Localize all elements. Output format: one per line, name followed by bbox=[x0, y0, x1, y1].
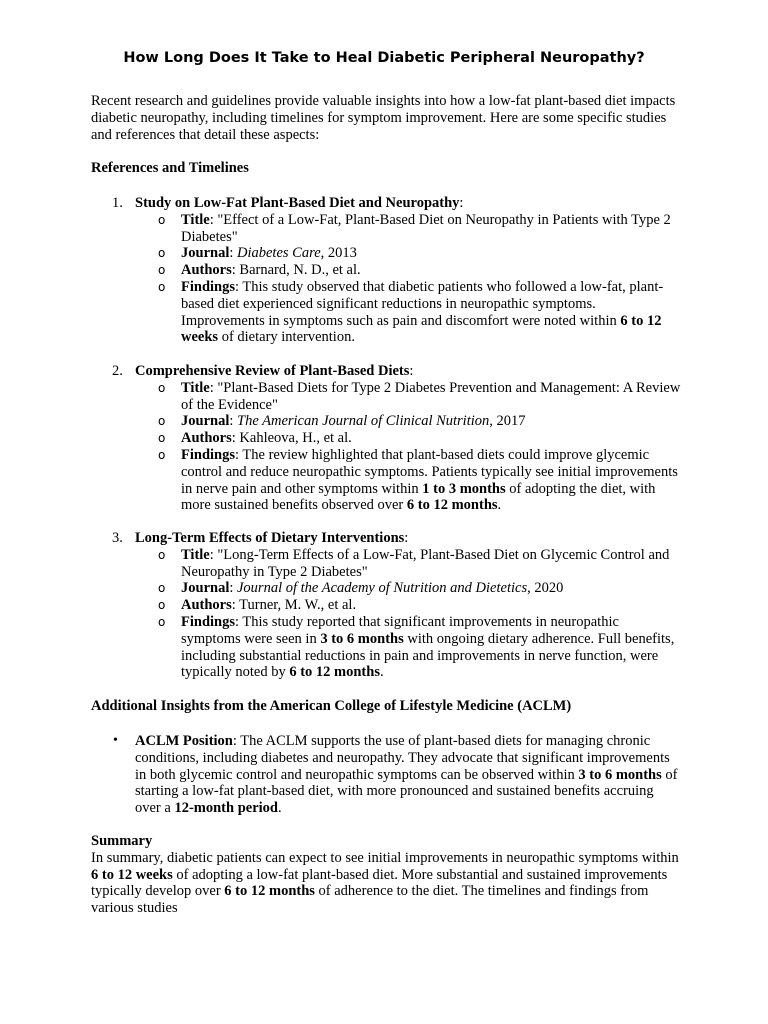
study-findings-item: o Findings: This study reported that significant improvements in neuropathic symptoms were seen in 3 to 6 months with ongoing dietary adherence. Full benefits, including substantial reductions in pain and improvements in nerve function, were typically noted by 6 to 12 months. bbox=[158, 613, 675, 681]
study-title: "Effect of a Low-Fat, Plant-Based Diet on Neuropathy in Patients with Type 2 Diabetes" bbox=[181, 211, 671, 245]
list-number: 2. bbox=[112, 363, 123, 379]
study-journal-item: o Journal: The American Journal of Clinical Nutrition, 2017 bbox=[158, 413, 526, 430]
journal-year: 2020 bbox=[530, 580, 564, 597]
circle-bullet-icon: o bbox=[158, 431, 166, 446]
circle-bullet-icon: o bbox=[158, 547, 166, 562]
aclm-label: ACLM Position bbox=[135, 733, 233, 749]
authors: Turner, M. W., et al. bbox=[239, 597, 357, 614]
study-item bbox=[91, 195, 681, 346]
list-number: 3. bbox=[112, 530, 123, 546]
journal-name: Diabetes Care bbox=[237, 245, 321, 262]
circle-bullet-icon: o bbox=[158, 598, 166, 613]
study-details bbox=[91, 212, 681, 346]
study-findings-item: o Findings: This study observed that diabetic patients who followed a low-fat, plant-based diet experienced significant reductions in neuropathic symptoms. Improvements in symptoms such as pain and discomfort were noted within 6 to 12 weeks of dietary intervention. bbox=[158, 278, 664, 346]
summary-heading: Summary bbox=[91, 833, 153, 849]
dot-bullet-icon: • bbox=[113, 733, 118, 748]
study-title-item: o Title: "Effect of a Low-Fat, Plant-Based Diet on Neuropathy in Patients with Type 2 Diabetes" bbox=[158, 211, 671, 245]
list-number: 1. bbox=[112, 195, 123, 211]
study-heading-text: Comprehensive Review of Plant-Based Diets bbox=[135, 363, 410, 379]
authors: Barnard, N. D., et al. bbox=[239, 262, 361, 279]
study-title-item: o Title: "Plant-Based Diets for Type 2 Diabetes Prevention and Management: A Review of the Evidence" bbox=[158, 379, 681, 413]
study-details bbox=[91, 380, 681, 514]
circle-bullet-icon: o bbox=[158, 581, 166, 596]
study-title: "Long-Term Effects of a Low-Fat, Plant-Based Diet on Glycemic Control and Neuropathy in Type 2 Diabetes" bbox=[181, 546, 670, 580]
circle-bullet-icon: o bbox=[158, 447, 166, 462]
circle-bullet-icon: o bbox=[158, 614, 166, 629]
aclm-bullet-item: • ACLM Position: The ACLM supports the use of plant-based diets for managing chronic conditions, including diabetes and neuropathy. They advocate that significant improvements in both glycemic control and neuropathic symptoms can be observed within 3 to 6 months of starting a low-fat plant-based diet, with more pronounced and sustained benefits accruing over a 12-month period. bbox=[113, 733, 678, 817]
study-item bbox=[91, 363, 681, 514]
study-authors-item: o Authors: Barnard, N. D., et al. bbox=[158, 262, 361, 279]
circle-bullet-icon: o bbox=[158, 263, 166, 278]
journal-name: Journal of the Academy of Nutrition and Dietetics bbox=[237, 580, 528, 597]
circle-bullet-icon: o bbox=[158, 414, 166, 429]
aclm-heading: Additional Insights from the American College of Lifestyle Medicine (ACLM) bbox=[91, 698, 572, 714]
study-heading-text: Long-Term Effects of Dietary Interventions bbox=[135, 530, 405, 546]
study-item bbox=[91, 530, 681, 681]
journal-year: 2017 bbox=[492, 413, 526, 430]
study-journal-item: o Journal: Diabetes Care, 2013 bbox=[158, 245, 357, 262]
authors: Kahleova, H., et al. bbox=[239, 430, 352, 447]
study-journal-item: o Journal: Journal of the Academy of Nutrition and Dietetics, 2020 bbox=[158, 580, 564, 597]
circle-bullet-icon: o bbox=[158, 246, 166, 261]
study-heading: 2. Comprehensive Review of Plant-Based Diets: bbox=[112, 363, 414, 379]
circle-bullet-icon: o bbox=[158, 212, 166, 227]
summary-section: Summary In summary, diabetic patients can expect to see initial improvements in neuropathic symptoms within 6 to 12 weeks of adopting a low-fat plant-based diet. More substantial and sustained improvements typically develop over 6 to 12 months of adherence to the diet. The timelines and findings from various studies bbox=[91, 833, 681, 917]
study-heading-text: Study on Low-Fat Plant-Based Diet and Neuropathy bbox=[135, 195, 460, 211]
journal-year: 2013 bbox=[324, 245, 357, 262]
study-title-item: o Title: "Long-Term Effects of a Low-Fat, Plant-Based Diet on Glycemic Control and Neuropathy in Type 2 Diabetes" bbox=[158, 546, 670, 580]
study-findings-item: o Findings: The review highlighted that plant-based diets could improve glycemic control and reduce neuropathic symptoms. Patients typically see initial improvements in nerve pain and other symptoms within 1 to 3 months of adopting the diet, with more sustained benefits observed over 6 to 12 months. bbox=[158, 446, 678, 514]
intro-paragraph: Recent research and guidelines provide valuable insights into how a low-fat plant-based diet impacts diabetic neuropathy, including timelines for symptom improvement. Here are some specific studies and references that detail these aspects: bbox=[91, 93, 676, 143]
study-authors-item: o Authors: Kahleova, H., et al. bbox=[158, 430, 352, 447]
study-title: "Plant-Based Diets for Type 2 Diabetes Prevention and Management: A Review of the Evidence" bbox=[181, 379, 681, 413]
document-title: How Long Does It Take to Heal Diabetic Peripheral Neuropathy? bbox=[123, 50, 645, 66]
circle-bullet-icon: o bbox=[158, 279, 166, 294]
journal-name: The American Journal of Clinical Nutrition bbox=[237, 413, 490, 430]
circle-bullet-icon: o bbox=[158, 380, 166, 395]
study-heading: 3. Long-Term Effects of Dietary Interventions: bbox=[112, 530, 409, 546]
study-authors-item: o Authors: Turner, M. W., et al. bbox=[158, 597, 357, 614]
study-heading: 1. Study on Low-Fat Plant-Based Diet and Neuropathy: bbox=[112, 195, 464, 211]
references-heading: References and Timelines bbox=[91, 160, 249, 176]
study-details bbox=[91, 547, 681, 681]
